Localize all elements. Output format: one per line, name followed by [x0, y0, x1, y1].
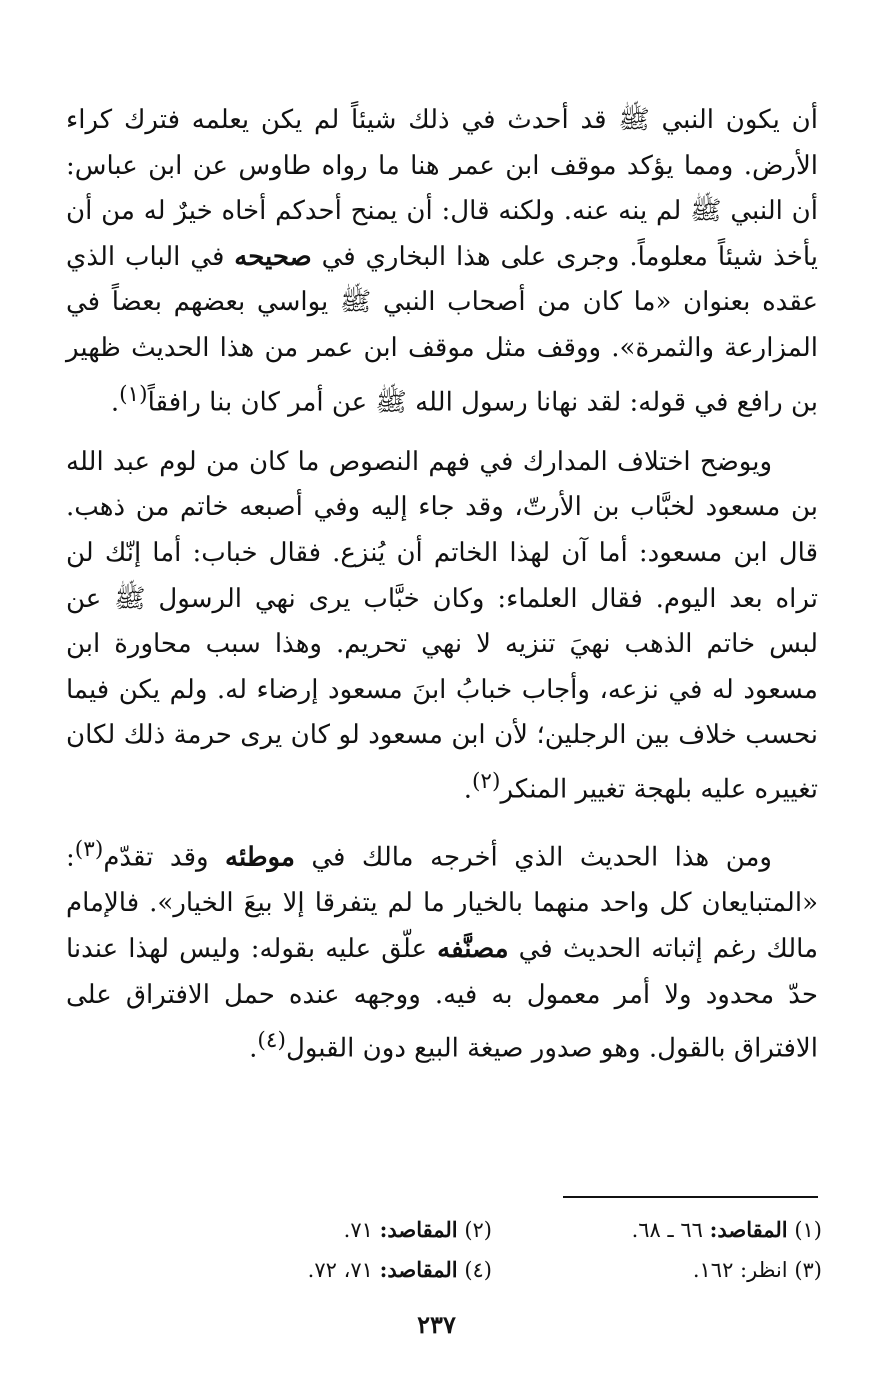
footnote-source: المقاصد: [379, 1217, 458, 1242]
footnote-marker-4: (٤) [257, 1028, 286, 1054]
paragraph-3-text-4: علّق عليه بقوله: وليس لهذا عندنا حدّ محدود ولا أمر معمول به فيه. ووجهه عنده حمل الافتراق على الافتراق بالقول. وهو صدور صيغة البيع دون القبول [66, 934, 818, 1064]
footnote-marker-2: (٢) [471, 768, 501, 794]
footnote-reference: ٧١. [343, 1218, 373, 1242]
footnote-1 [492, 1210, 822, 1250]
paragraph-1-text-continued: في الباب الذي عقده بعنوان «ما كان من أصحاب النبي ﷺ يواسي بعضهم بعضاً في المزارعة والثمرة». ووقف مثل موقف ابن عمر من هذا الحديث ظهير بن رافع في قوله: لقد نهانا رسول الله ﷺ عن أمر كان بنا رافقاً [66, 241, 818, 418]
footnote-source: المقاصد: [379, 1257, 458, 1282]
paragraph-3 [66, 827, 818, 1072]
paragraph-1-text: أن يكون النبي ﷺ قد أحدث في ذلك شيئاً لم يكن يعلمه فترك كراء الأرض. ومما يؤكد موقف ابن عمر هنا ما رواه طاوس عن ابن عباس: أن النبي ﷺ لم ينه عنه. ولكنه قال: أن يمنح أحدكم أخاه خيرٌ له من أن يأخذ شيئاً معلوماً. وجرى على هذا البخاري في [66, 105, 818, 272]
footnote-number: (٤) [464, 1258, 492, 1282]
footnote-2 [162, 1210, 492, 1250]
paragraph-3-text-3: : «المتبايعان كل واحد منهما بالخيار ما لم يتفرقا إلا بيعَ الخيار». فالإمام مالك رغم إثباته الحديث في [66, 842, 818, 965]
paragraph-3-text-2: وقد تقدّم [103, 842, 226, 873]
footnote-source: المقاصد: [709, 1217, 788, 1242]
footnote-reference: ٧١، ٧٢. [307, 1258, 373, 1282]
paragraph-2 [66, 440, 818, 813]
footnote-reference: ٦٦ ـ ٦٨. [631, 1218, 703, 1242]
footnote-number: (١) [794, 1218, 822, 1242]
footnote-marker-1: (١) [119, 381, 148, 407]
footnotes [160, 1210, 822, 1290]
footnote-marker-3: (٣) [74, 837, 104, 863]
footnote-row [160, 1210, 822, 1250]
footnote-4 [162, 1250, 492, 1290]
paragraph-3-bold-term-2: مصنَّفه [437, 934, 509, 965]
footnote-row [160, 1250, 822, 1290]
main-text [66, 98, 818, 1073]
paragraph-3-text: ومن هذا الحديث الذي أخرجه مالك في [294, 842, 772, 873]
footnote-number: (٣) [794, 1258, 822, 1282]
paragraph-2-end: . [463, 774, 472, 805]
paragraph-1-bold-term: صحيحه [234, 241, 312, 272]
paragraph-1 [66, 98, 818, 426]
paragraph-3-bold-term-1: موطئه [225, 842, 295, 873]
page-number: ٢٣٧ [417, 1310, 456, 1339]
paragraph-1-end: . [110, 387, 120, 418]
footnote-number: (٢) [464, 1218, 492, 1242]
footnote-separator [563, 1196, 818, 1198]
paragraph-2-text: ويوضح اختلاف المدارك في فهم النصوص ما كان من لوم عبد الله بن مسعود لخبَّاب بن الأرتّ، وقد جاء إليه وفي أصبعه خاتم من ذهب. قال ابن مسعود: أما آن لهذا الخاتم أن يُنزع. فقال خباب: أما إنّك لن تراه بعد اليوم. فقال العلماء: وكان خبَّاب يرى نهي الرسول ﷺ عن لبس خاتم الذهب نهيَ تنزيه لا نهي تحريم. وهذا سبب محاورة ابن مسعود له في نزعه، وأجاب خبابُ ابنَ مسعود إرضاء له. ولم يكن فيما نحسب خلاف بين الرجلين؛ لأن ابن مسعود لو كان يرى حرمة ذلك لكان تغييره عليه بلهجة تغيير المنكر [66, 446, 818, 805]
footnote-3 [492, 1250, 822, 1290]
footnote-reference: انظر: ١٦٢. [692, 1258, 788, 1282]
paragraph-3-end: . [249, 1033, 258, 1064]
